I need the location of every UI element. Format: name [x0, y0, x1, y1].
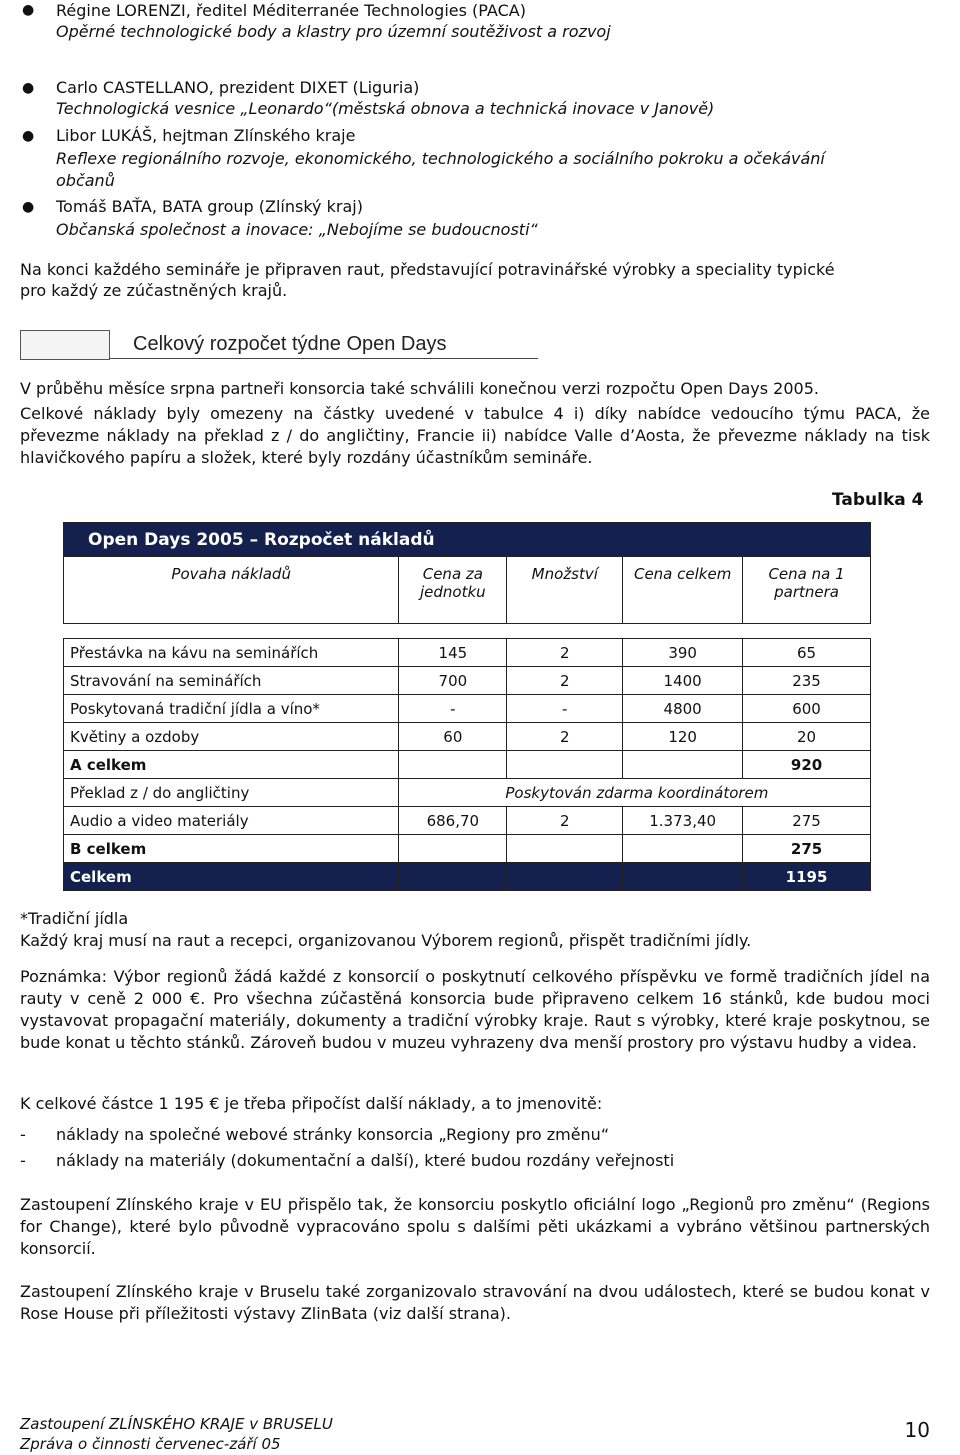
- cell: 1.373,40: [623, 807, 743, 835]
- speaker-topic: občanů: [56, 171, 115, 190]
- budget-paragraph: Celkové náklady byly omezeny na částky uvedené v tabulce 4 i) díky nabídce vedoucího týmu PACA, že převezme náklady na překlad z / do angličtiny, Francie ii) nabídce Valle d’Aosta, že převezme náklady na tisk hlavičkového papíru a složek, které byly rozdány účastníkům semináře.: [20, 404, 930, 467]
- brussels-paragraph: Zastoupení Zlínského kraje v Bruselu také zorganizovalo stravování na dvou událostech, které se budou konat v Rose House při příležitosti výstavy ZlinBata (viz další strana).: [20, 1282, 930, 1323]
- cell: -: [507, 695, 623, 723]
- section-marker-box: [20, 330, 110, 360]
- extra-costs-intro: K celkové částce 1 195 € je třeba připočíst další náklady, a to jmenovitě:: [20, 1094, 603, 1113]
- footnote-text: Každý kraj musí na raut a recepci, organizovanou Výborem regionů, přispět tradičními jídly.: [20, 931, 752, 950]
- cell: 700: [399, 667, 507, 695]
- table-row: [64, 695, 871, 723]
- dash-marker: -: [20, 1151, 26, 1170]
- cell: Přestávka na kávu na seminářích: [64, 639, 399, 667]
- cell: Audio a video materiály: [64, 807, 399, 835]
- extra-cost-item: náklady na materiály (dokumentační a další), které budou rozdány veřejnosti: [56, 1151, 675, 1170]
- speaker-name: Régine LORENZI, ředitel Méditerranée Technologies (PACA): [56, 1, 526, 20]
- speaker-list: [0, 0, 960, 245]
- column-header: Povaha nákladů: [64, 557, 399, 624]
- bullet-icon: ●: [22, 128, 35, 144]
- table-row: [64, 667, 871, 695]
- cell: Poskytován zdarma koordinátorem: [399, 779, 871, 807]
- speaker-topic: Občanská společnost a inovace: „Nebojíme se budoucnosti“: [56, 220, 538, 239]
- cell: 1195: [743, 863, 871, 891]
- cell: 235: [743, 667, 871, 695]
- cell: 145: [399, 639, 507, 667]
- cell: 2: [507, 723, 623, 751]
- extra-cost-item: náklady na společné webové stránky konsorcia „Regiony pro změnu“: [56, 1125, 610, 1144]
- cell: [623, 835, 743, 863]
- table-header-row: [64, 557, 871, 624]
- logo-paragraph: Zastoupení Zlínského kraje v EU přispělo tak, že konsorciu poskytlo oficiální logo „Regionů pro změnu“ (Regions for Change), které bylo původně vypracováno spolu s dalšími pěti ukázkami a vybráno většinou partnerských konsorcií.: [20, 1195, 930, 1258]
- table-row: [64, 723, 871, 751]
- cell: [399, 863, 507, 891]
- column-header: Množství: [507, 557, 623, 624]
- budget-table: [63, 522, 871, 891]
- table-label: Tabulka 4: [832, 490, 924, 510]
- cell: Květiny a ozdoby: [64, 723, 399, 751]
- cell: [507, 751, 623, 779]
- table-title: Open Days 2005 – Rozpočet nákladů: [64, 523, 871, 557]
- cell: 390: [623, 639, 743, 667]
- speaker-topic: Reflexe regionálního rozvoje, ekonomického, technologického a sociálního pokroku a očekávání: [56, 149, 825, 168]
- cell: 2: [507, 667, 623, 695]
- cell: 275: [743, 835, 871, 863]
- cell: 65: [743, 639, 871, 667]
- cell: [507, 835, 623, 863]
- cell: Celkem: [64, 863, 399, 891]
- cell: A celkem: [64, 751, 399, 779]
- cell: [623, 751, 743, 779]
- section-underline: [110, 358, 538, 359]
- page-number: 10: [904, 1418, 930, 1442]
- footer-report: Zpráva o činnosti červenec-září 05: [20, 1435, 281, 1453]
- footnote-title: *Tradiční jídla: [20, 909, 129, 928]
- cell: 2: [507, 807, 623, 835]
- table-spacer: [64, 624, 871, 639]
- cell: Stravování na seminářích: [64, 667, 399, 695]
- cell: 120: [623, 723, 743, 751]
- speaker-name: Carlo CASTELLANO, prezident DIXET (Liguria): [56, 78, 420, 97]
- cell: [507, 863, 623, 891]
- table-row: [64, 639, 871, 667]
- cell: [623, 863, 743, 891]
- column-header: Cena celkem: [623, 557, 743, 624]
- speaker-name: Tomáš BAŤA, BATA group (Zlínský kraj): [56, 197, 363, 216]
- budget-intro: V průběhu měsíce srpna partneři konsorcia také schválili konečnou verzi rozpočtu Open Days 2005.: [20, 379, 819, 398]
- column-header: Cena za jednotku: [399, 557, 507, 624]
- cell: Poskytovaná tradiční jídla a víno*: [64, 695, 399, 723]
- table-row: [64, 807, 871, 835]
- dash-marker: -: [20, 1125, 26, 1144]
- cell: [399, 751, 507, 779]
- cell: 2: [507, 639, 623, 667]
- cell: Překlad z / do angličtiny: [64, 779, 399, 807]
- bullet-icon: ●: [22, 2, 35, 18]
- cell: 275: [743, 807, 871, 835]
- cell: 920: [743, 751, 871, 779]
- cell: 4800: [623, 695, 743, 723]
- speaker-name: Libor LUKÁŠ, hejtman Zlínského kraje: [56, 126, 356, 145]
- bullet-icon: ●: [22, 80, 35, 96]
- column-header: Cena na 1 partnera: [743, 557, 871, 624]
- subtotal-row: [64, 835, 871, 863]
- cell: 600: [743, 695, 871, 723]
- cell: 20: [743, 723, 871, 751]
- total-row: [64, 863, 871, 891]
- reception-text: Na konci každého semináře je připraven raut, představující potravinářské výrobky a speciality typické: [20, 260, 835, 279]
- cell: 60: [399, 723, 507, 751]
- speaker-topic: Technologická vesnice „Leonardo“(městská obnova a technická inovace v Janově): [56, 99, 715, 118]
- table-row: [64, 779, 871, 807]
- cell: [399, 835, 507, 863]
- reception-text: pro každý ze zúčastněných krajů.: [20, 281, 288, 300]
- cell: 1400: [623, 667, 743, 695]
- note-paragraph: Poznámka: Výbor regionů žádá každé z konsorcií o poskytnutí celkového příspěvku ve formě tradičních jídel na rauty v ceně 2 000 €. Pro všechna zúčastěná konsorcia bude připraveno celkem 16 stánků, kde budou moci vystavovat propagační materiály, dokumenty a tradiční výrobky kraje. Raut s výrobky, které kraje poskytnou, se bude konat u těchto stánků. Zároveň budou v muzeu vyhrazeny dva menší prostory pro výstavu hudby a videa.: [20, 967, 930, 1052]
- bullet-icon: ●: [22, 199, 35, 215]
- cell: -: [399, 695, 507, 723]
- speaker-topic: Opěrné technologické body a klastry pro územní soutěživost a rozvoj: [56, 22, 611, 41]
- footer-org: Zastoupení ZLÍNSKÉHO KRAJE v BRUSELU: [20, 1415, 333, 1433]
- cell: 686,70: [399, 807, 507, 835]
- cell: B celkem: [64, 835, 399, 863]
- subtotal-row: [64, 751, 871, 779]
- section-title: Celkový rozpočet týdne Open Days: [133, 333, 447, 355]
